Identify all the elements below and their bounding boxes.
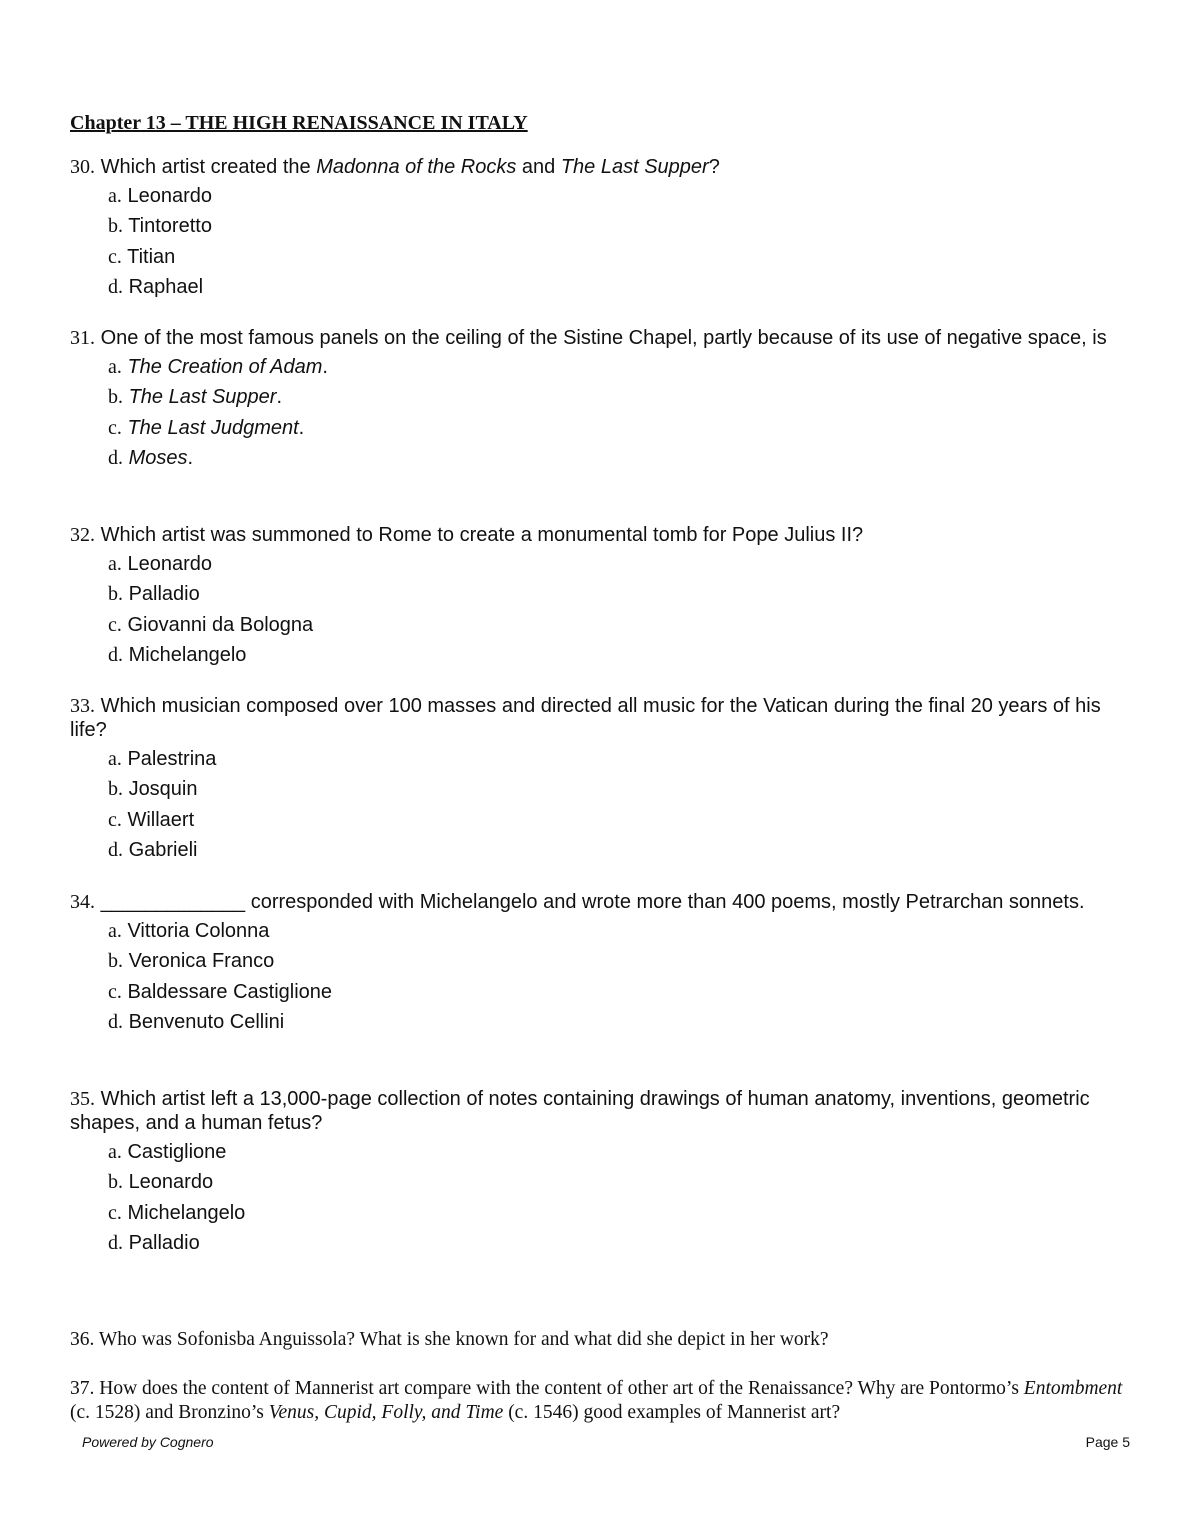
question-stem: 35. Which artist left a 13,000-page collection of notes containing drawings of human anatomy, inventions, geometric shapes, and a human fetus? <box>70 1088 1090 1134</box>
option-d[interactable]: d. Palladio <box>108 1232 200 1255</box>
option-a[interactable]: a. Palestrina <box>108 748 217 770</box>
question-number: 34. <box>70 891 95 913</box>
question-stem: 31. One of the most famous panels on the ceiling of the Sistine Chapel, partly because of its use of negative space, is <box>70 327 1107 349</box>
option-list <box>108 746 1130 868</box>
option-b[interactable]: b. Tintoretto <box>108 215 212 238</box>
option-d[interactable]: d. Raphael <box>108 276 204 299</box>
option-b[interactable]: b. Josquin <box>108 778 198 801</box>
question-33 <box>70 694 1130 868</box>
question-31 <box>70 326 1130 476</box>
question-32 <box>70 523 1130 673</box>
option-list <box>108 918 1130 1040</box>
option-c[interactable]: c. The Last Judgment. <box>108 416 305 439</box>
option-c[interactable]: c. Giovanni da Bologna <box>108 613 314 636</box>
option-a[interactable]: a. Leonardo <box>108 553 212 575</box>
option-d[interactable]: d. Benvenuto Cellini <box>108 1011 285 1034</box>
chapter-title: Chapter 13 – THE HIGH RENAISSANCE IN ITALY <box>70 112 528 134</box>
question-stem: 30. Which artist created the Madonna of the Rocks and The Last Supper? <box>70 156 720 178</box>
question-30 <box>70 155 1130 305</box>
option-a[interactable]: a. Castiglione <box>108 1141 227 1163</box>
option-b[interactable]: b. The Last Supper. <box>108 386 282 409</box>
question-number: 33. <box>70 695 95 717</box>
option-list <box>108 354 1130 476</box>
question-number: 30. <box>70 156 95 178</box>
essay-question-36: 36. Who was Sofonisba Anguissola? What is she known for and what did she depict in her work? <box>70 1329 829 1350</box>
option-c[interactable]: c. Baldessare Castiglione <box>108 980 333 1003</box>
option-d[interactable]: d. Michelangelo <box>108 644 247 667</box>
option-b[interactable]: b. Palladio <box>108 583 200 606</box>
essay-question-37: 37. How does the content of Mannerist art compare with the content of other art of the Renaissance? Why are Pontormo’s Entombment (c. 1528) and Bronzino’s Venus, Cupid, Folly, and Time (c. 1546) good examples of Mannerist art? <box>70 1378 1123 1423</box>
option-c[interactable]: c. Willaert <box>108 808 195 831</box>
option-b[interactable]: b. Leonardo <box>108 1171 214 1194</box>
powered-by-footer: Powered by Cognero <box>82 1434 214 1450</box>
question-stem: 34. _____________ corresponded with Michelangelo and wrote more than 400 poems, mostly Petrarchan sonnets. <box>70 891 1085 913</box>
option-b[interactable]: b. Veronica Franco <box>108 950 275 973</box>
question-stem: 33. Which musician composed over 100 masses and directed all music for the Vatican during the final 20 years of his life? <box>70 695 1101 741</box>
option-a[interactable]: a. Leonardo <box>108 185 212 207</box>
option-c[interactable]: c. Michelangelo <box>108 1201 246 1224</box>
question-number: 35. <box>70 1088 95 1110</box>
option-a[interactable]: a. Vittoria Colonna <box>108 920 270 942</box>
option-c[interactable]: c. Titian <box>108 245 176 268</box>
option-a[interactable]: a. The Creation of Adam. <box>108 356 328 378</box>
question-stem: 32. Which artist was summoned to Rome to create a monumental tomb for Pope Julius II? <box>70 524 864 546</box>
option-list <box>108 1139 1130 1261</box>
question-34 <box>70 890 1130 1040</box>
option-d[interactable]: d. Moses. <box>108 447 194 470</box>
option-d[interactable]: d. Gabrieli <box>108 839 198 862</box>
option-list <box>108 183 1130 305</box>
question-number: 31. <box>70 327 95 349</box>
question-35 <box>70 1087 1130 1261</box>
page-number: Page 5 <box>1085 1434 1130 1450</box>
question-number: 32. <box>70 524 95 546</box>
option-list <box>108 551 1130 673</box>
